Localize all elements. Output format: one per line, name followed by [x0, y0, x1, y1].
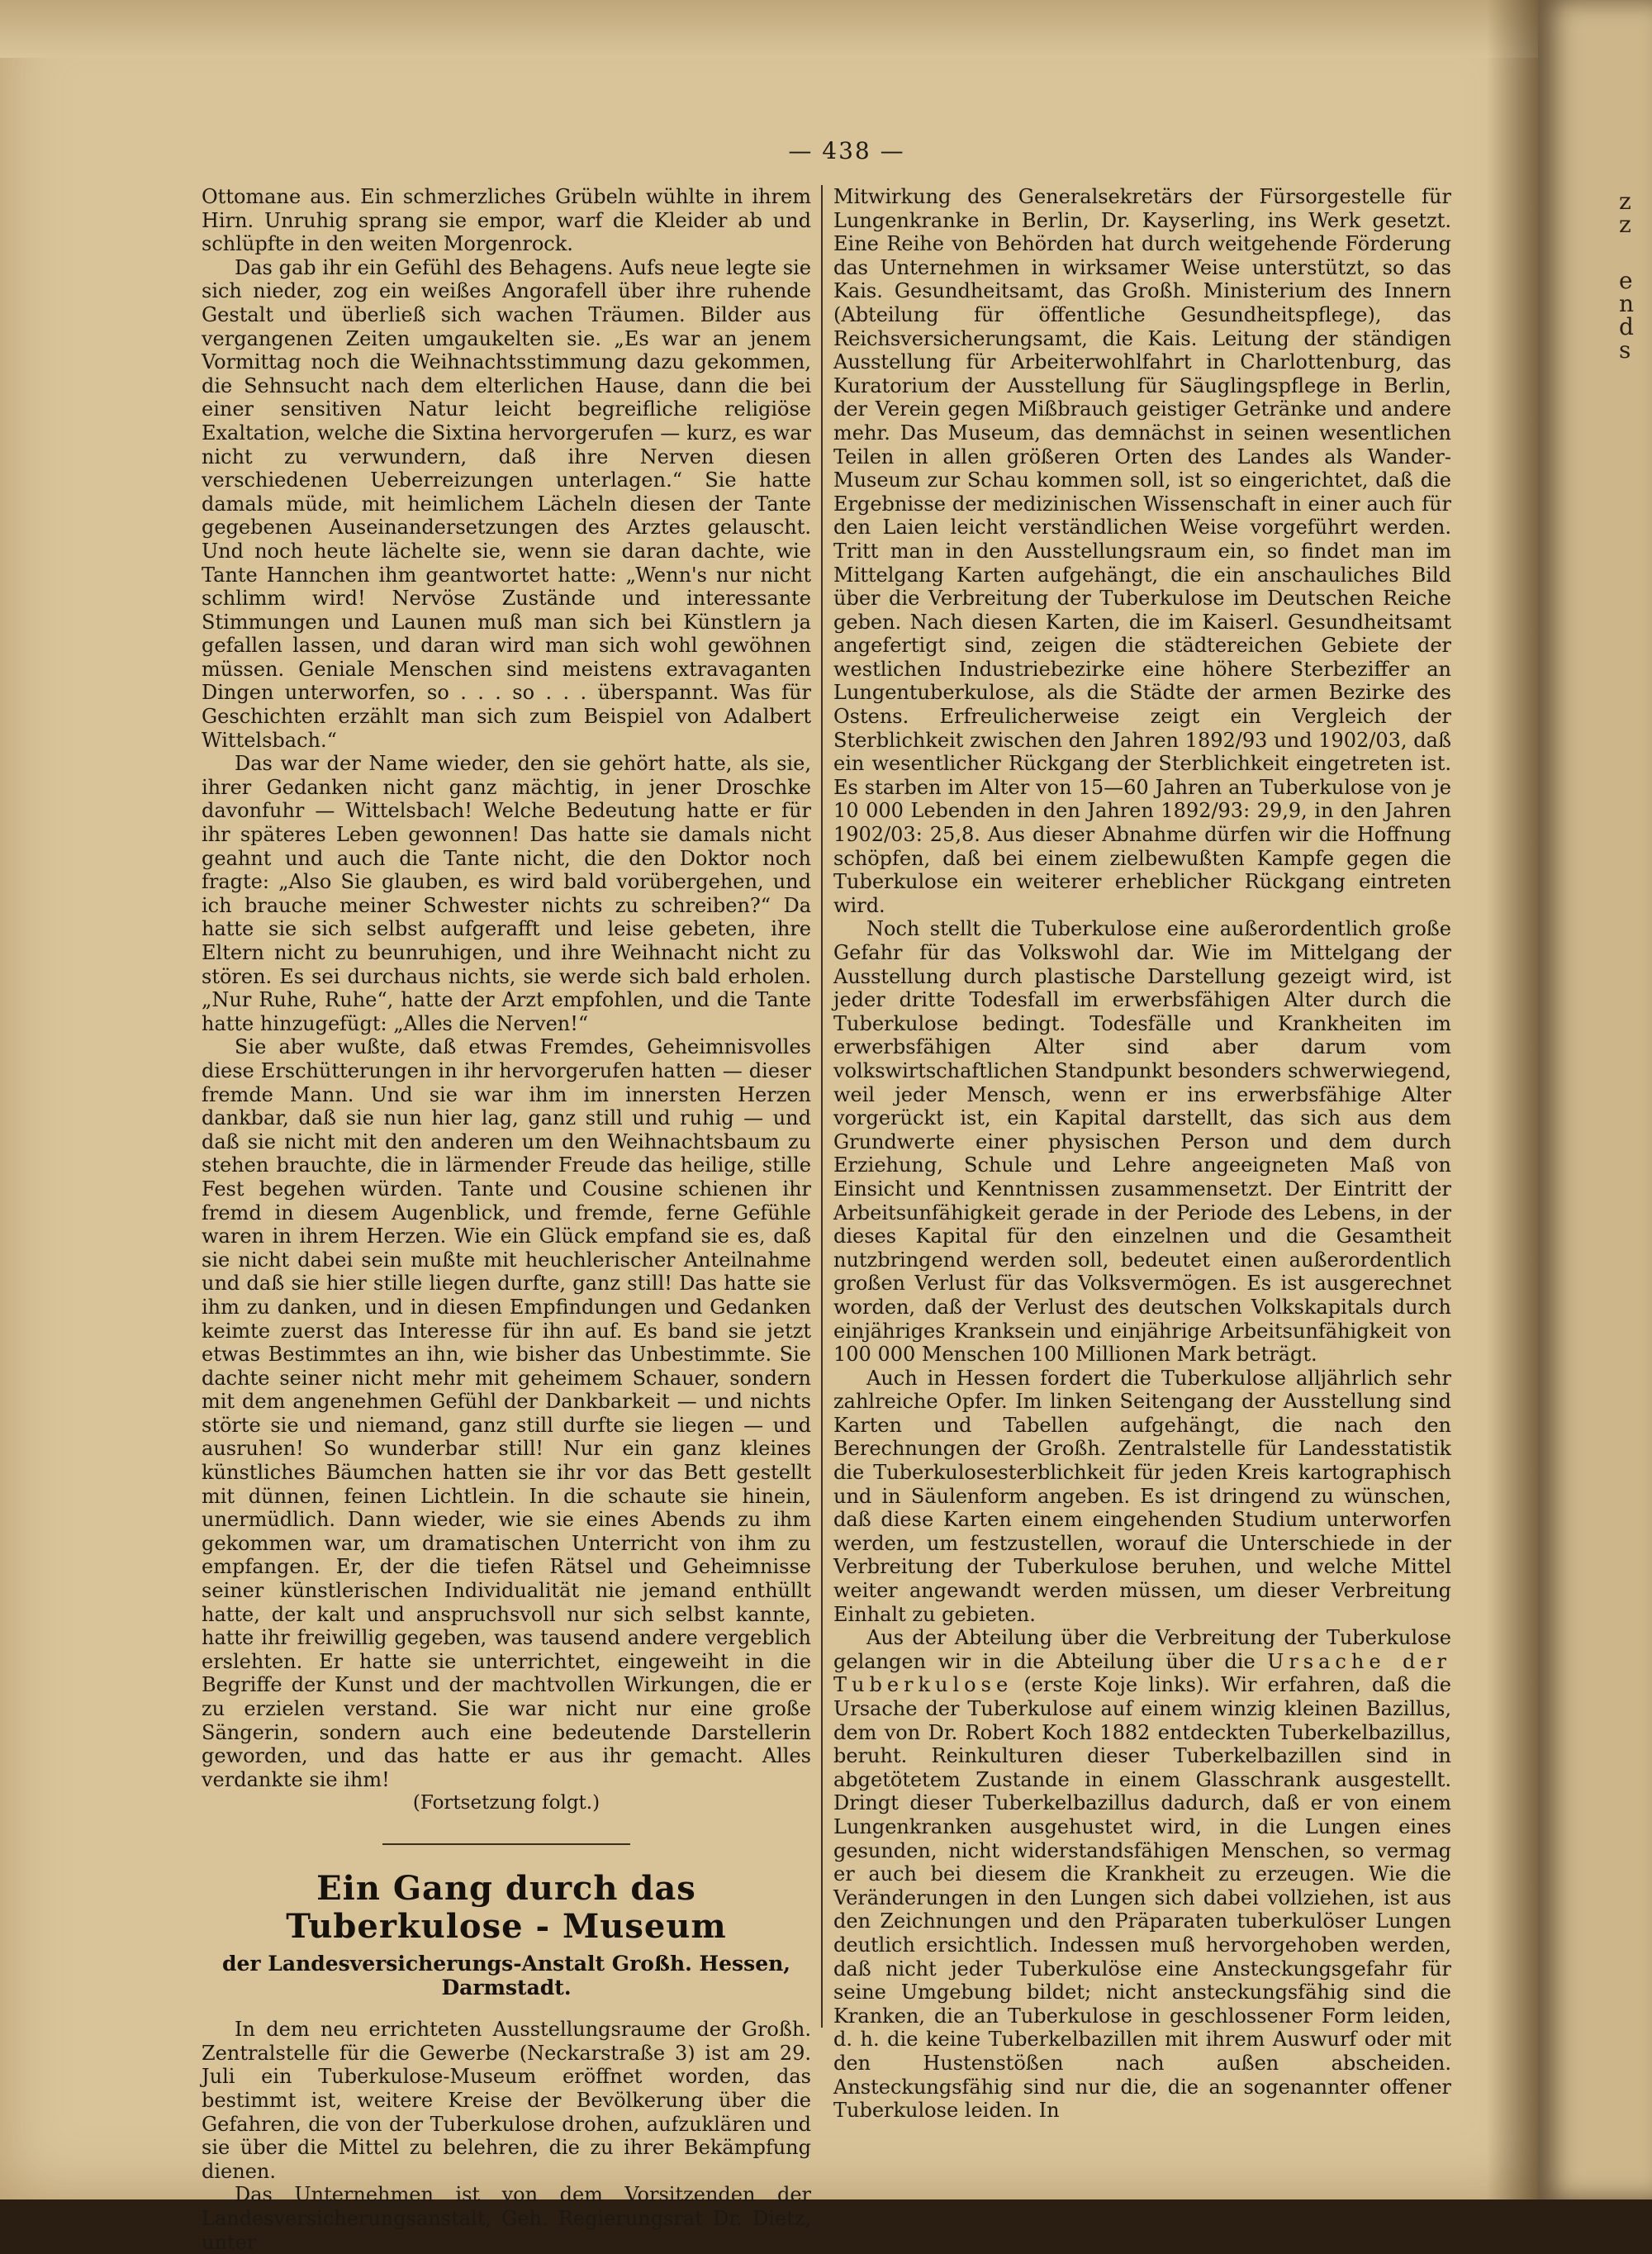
- left-column: [202, 185, 811, 2254]
- column-rule: [821, 185, 823, 2028]
- right-paragraph-4-start: Aus der Abteilung über die Verbreitung der Tuberkulose gelangen wir in die Abteilung über die: [833, 1626, 1451, 1673]
- next-page-letter: e: [1619, 267, 1633, 294]
- right-paragraph-4-rest: (erste Koje links). Wir erfahren, daß die Ursache der Tuberkulose auf einem winzig kleinen Bazillus, dem von Dr. Robert Koch 1882 entdeckten Tuberkelbazillus, beruht. Reinkulturen dieser Tuberkelbazillen sind in abgetötetem Zustande in einem Glasschrank ausgestellt. Dringt dieser Tuberkelbazillus dadurch, daß er von einem Lungenkranken ausgehustet wird, in die Lungen eines gesunden, nicht widerstandsfähigen Menschen, so vermag er auch bei diesem die Krankheit zu erzeugen. Wie die Veränderungen in den Lungen sich dabei vollziehen, ist aus den Zeichnungen und den Präparaten tuberkulöser Lungen deutlich ersichtlich. Indessen muß hervorgehoben werden, daß nicht jeder Tuberkulöse eine Ansteckungsgefahr für seine Umgebung bildet; nicht ansteckungsfähig sind die Kranken, die an Tuberkulose in geschlossener Form leiden, d. h. die keine Tuberkelbazillen mit ihrem Auswurf oder mit den Hustenstößen nach außen abscheiden. Ansteckungsfähig sind nur die, die an sogenannter offener Tuberkulose leiden. In: [833, 1673, 1451, 2123]
- left-paragraph-1: Ottomane aus. Ein schmerzliches Grübeln wühlte in ihrem Hirn. Unruhig sprang sie empor, warf die Kleider ab und schlüpfte in den weiten Morgenrock.: [202, 185, 811, 256]
- binding-gutter-shadow: [1487, 0, 1538, 2199]
- next-page-letter: z: [1619, 188, 1631, 215]
- left-paragraph-2: Das gab ihr ein Gefühl des Behagens. Aufs neue legte sie sich nieder, zog ein weißes Angorafell über ihre ruhende Gestalt und überließ sich wachen Träumen. Bilder aus vergangenen Zeiten umgaukelten sie. „Es war an jenem Vormittag noch die Weihnachtsstimmung dazu gekommen, die Sehnsucht nach dem elterlichen Hause, dann die bei einer sensitiven Natur leicht begreifliche religiöse Exaltation, welche die Sixtina hervorgerufen — kurz, es war nicht zu verwundern, daß ihre Nerven diesen verschiedenen Ueberreizungen unterlagen.“ Sie hatte damals müde, mit heimlichem Lächeln diesen der Tante gegebenen Auseinandersetzungen des Arztes gelauscht. Und noch heute lächelte sie, wenn sie daran dachte, wie Tante Hannchen ihm geantwortet hatte: „Wenn's nur nicht schlimm wird! Nervöse Zustände und interessante Stimmungen und Launen muß man sich bei Künstlern ja gefallen lassen, und daran wird man sich wohl gewöhnen müssen. Geniale Menschen sind meistens extravaganten Dingen unterworfen, so . . . so . . . überspannt. Was für Geschichten erzählt man sich zum Beispiel von Adalbert Wittelsbach.“: [202, 255, 811, 752]
- section-divider: [382, 1843, 630, 1845]
- next-page-letter: d: [1619, 313, 1634, 340]
- page-number: — 438 —: [788, 137, 905, 164]
- right-paragraph-1: Mitwirkung des Generalsekretärs der Fürsorgestelle für Lungenkranke in Berlin, Dr. Kayserling, ins Werk gesetzt. Eine Reihe von Behörden hat durch weitgehende Förderung das Unternehmen in wirksamer Weise unterstützt, so das Kais. Gesundheitsamt, das Großh. Ministerium des Innern (Abteilung für öffentliche Gesundheitspflege), das Reichsversicherungsamt, die Kais. Leitung der ständigen Ausstellung für Arbeiterwohlfahrt in Charlottenburg, das Kuratorium der Ausstellung für Säuglingspflege in Berlin, der Verein gegen Mißbrauch geistiger Getränke und andere mehr. Das Museum, das demnächst in seinen wesentlichen Teilen in allen größeren Orten des Landes als Wander-Museum zur Schau kommen soll, ist so eingerichtet, daß die Ergebnisse der medizinischen Wissenschaft in einer auch für den Laien leicht verständlichen Weise vorgeführt werden. Tritt man in den Ausstellungsraum ein, so findet man im Mittelgang Karten aufgehängt, die ein anschauliches Bild über die Verbreitung der Tuberkulose im Deutschen Reiche geben. Nach diesen Karten, die im Kaiserl. Gesundheitsamt angefertigt sind, zeigen die städtereichen Gebiete der westlichen Industriebezirke eine höhere Sterbeziffer an Lungentuberkulose, als die Städte der armen Bezirke des Ostens. Erfreulicherweise zeigt ein Vergleich der Sterblichkeit zwischen den Jahren 1892/93 und 1902/03, daß ein wesentlicher Rückgang der Sterblichkeit eingetreten ist. Es starben im Alter von 15—60 Jahren an Tuberkulose von je 10 000 Lebenden in den Jahren 1892/93: 29,9, in den Jahren 1902/03: 25,8. Aus dieser Abnahme dürfen wir die Hoffnung schöpfen, daß bei einem zielbewußten Kampfe gegen die Tuberkulose ein weiterer erheblicher Rückgang eintreten wird.: [833, 185, 1451, 917]
- article-paragraph-1: In dem neu errichteten Ausstellungsraume der Großh. Zentralstelle für die Gewerbe (Neckarstraße 3) ist am 29. Juli ein Tuberkulose-Museum eröffnet worden, das bestimmt ist, weitere Kreise der Bevölkerung über die Gefahren, die von der Tuberkulose drohen, aufzuklären und sie über die Mittel zu belehren, die zu ihrer Bekämpfung dienen.: [202, 2018, 811, 2183]
- left-paragraph-3: Das war der Name wieder, den sie gehört hatte, als sie, ihrer Gedanken nicht ganz mächtig, in jener Droschke davonfuhr — Wittelsbach! Welche Bedeutung hatte er für ihr späteres Leben gewonnen! Das hatte sie damals nicht geahnt und auch die Tante nicht, die den Doktor noch fragte: „Also Sie glauben, es wird bald vorübergehen, und ich brauche meiner Schwester nichts zu schreiben?“ Da hatte sie sich selbst aufgerafft und leise gebeten, ihre Eltern nicht zu beunruhigen, und ihre Weihnacht nicht zu stören. Es sei durchaus nichts, sie werde sich bald erholen. „Nur Ruhe, Ruhe“, hatte der Arzt empfohlen, und die Tante hatte hinzugefügt: „Alles die Nerven!“: [202, 752, 811, 1035]
- right-paragraph-4: [833, 1626, 1451, 2122]
- spaced-heading-ursache: Ursache der Tuberkulose: [833, 1649, 1452, 1697]
- page-top-edge: [0, 0, 1538, 58]
- continuation-note: (Fortsetzung folgt.): [412, 1792, 601, 1814]
- next-page-letter: n: [1619, 290, 1635, 317]
- right-column: [833, 185, 1451, 2123]
- article-subtitle: der Landesversicherungs-Anstalt Großh. Hessen, Darmstadt.: [222, 1951, 790, 2000]
- right-paragraph-3: Auch in Hessen fordert die Tuberkulose alljährlich sehr zahlreiche Opfer. Im linken Seitengang der Ausstellung sind Karten und Tabellen aufgehängt, die nach den Berechnungen der Großh. Zentralstelle für Landesstatistik die Tuberkulosesterblichkeit für jeden Kreis kartographisch und in Säulenform angeben. Es ist dringend zu wünschen, daß diese Karten einem eingehenden Studium unterworfen werden, um festzustellen, worauf die Unterschiede in der Verbreitung der Tuberkulose beruhen, und welche Mittel weiter angewandt werden müssen, um dieser Verbreitung Einhalt zu gebieten.: [833, 1366, 1451, 1626]
- right-paragraph-2: Noch stellt die Tuberkulose eine außerordentlich große Gefahr für das Volkswohl dar. Wie im Mittelgang der Ausstellung durch plastische Darstellung gezeigt wird, ist jeder dritte Todesfall im erwerbsfähigen Alter durch die Tuberkulose bedingt. Todesfälle und Krankheiten im erwerbsfähigen Alter sind aber darum vom volkswirtschaftlichen Standpunkt besonders schwerwiegend, weil jeder Mensch, wenn er ins erwerbsfähige Alter vorgerückt ist, ein Kapital darstellt, das sich aus dem Grundwerte einer physischen Person und dem durch Erziehung, Schule und Lehre angeeigneten Maß von Einsicht und Kenntnissen zusammensetzt. Der Eintritt der Arbeitsunfähigkeit gerade in der Periode des Lebens, in der dieses Kapital für den einzelnen und die Gesamtheit nutzbringend werden soll, bedeutet einen außerordentlich großen Verlust für das Volksvermögen. Es ist ausgerechnet worden, daß der Verlust des deutschen Volkskapitals durch einjähriges Kranksein und einjährige Arbeitsunfähigkeit von 100 000 Menschen 100 Millionen Mark beträgt.: [833, 917, 1451, 1367]
- article-title: Ein Gang durch das Tuberkulose - Museum: [286, 1868, 727, 1946]
- article-paragraph-2: Das Unternehmen ist von dem Vorsitzenden der Landesversicherungsanstalt, Geh. Regierungsrat Dr. Dietz, unter: [202, 2183, 811, 2254]
- left-paragraph-4: Sie aber wußte, daß etwas Fremdes, Geheimnisvolles diese Erschütterungen in ihr hervorgerufen hatten — dieser fremde Mann. Und sie war ihm im innersten Herzen dankbar, daß sie nun hier lag, ganz still und ruhig — und daß sie nicht mit den anderen um den Weihnachtsbaum zu stehen brauchte, die in lärmender Freude das heilige, stille Fest begehen würden. Tante und Cousine schienen ihr fremd in diesem Augenblick, und fremde, ferne Gefühle waren in ihrem Herzen. Wie ein Glück empfand sie es, daß sie nicht dabei sein mußte mit heuchlerischer Anteilnahme und daß sie hier stille liegen durfte, ganz still! Das hatte sie ihm zu danken, und in diesen Empfindungen und Gedanken keimte zuerst das Interesse für ihn auf. Es band sie jetzt etwas Bestimmtes an ihn, wie bisher das Unbestimmte. Sie dachte seiner nicht mehr mit geheimem Schauer, sondern mit dem angenehmen Gefühl der Dankbarkeit — und nichts störte sie und niemand, ganz still durfte sie liegen — und ausruhen! So wunderbar still! Nur ein ganz kleines künstliches Bäumchen hatten sie ihr vor das Bett gestellt mit dünnen, feinen Lichtlein. In die schaute sie hinein, unermüdlich. Dann wieder, wie sie eines Abends zu ihm gekommen war, um dramatischen Unterricht von ihm zu empfangen. Er, der die tiefen Rätsel und Geheimnisse seiner künstlerischen Individualität nie jemand enthüllt hatte, der kalt und anspruchsvoll nur sich selbst kannte, hatte ihr freiwillig gegeben, was tausend andere vergeblich erslehten. Er hatte sie unterrichtet, eingeweiht in die Begriffe der Kunst und der machtvollen Wirkungen, die er zu erzielen verstand. Sie war nicht nur eine große Sängerin, sondern auch eine bedeutende Darstellerin geworden, und das hatte er aus ihr gemacht. Alles verdankte sie ihm!: [202, 1035, 811, 1791]
- next-page-fragment: [1619, 190, 1652, 362]
- next-page-letter: z: [1619, 211, 1631, 238]
- next-page-letter: s: [1619, 336, 1631, 364]
